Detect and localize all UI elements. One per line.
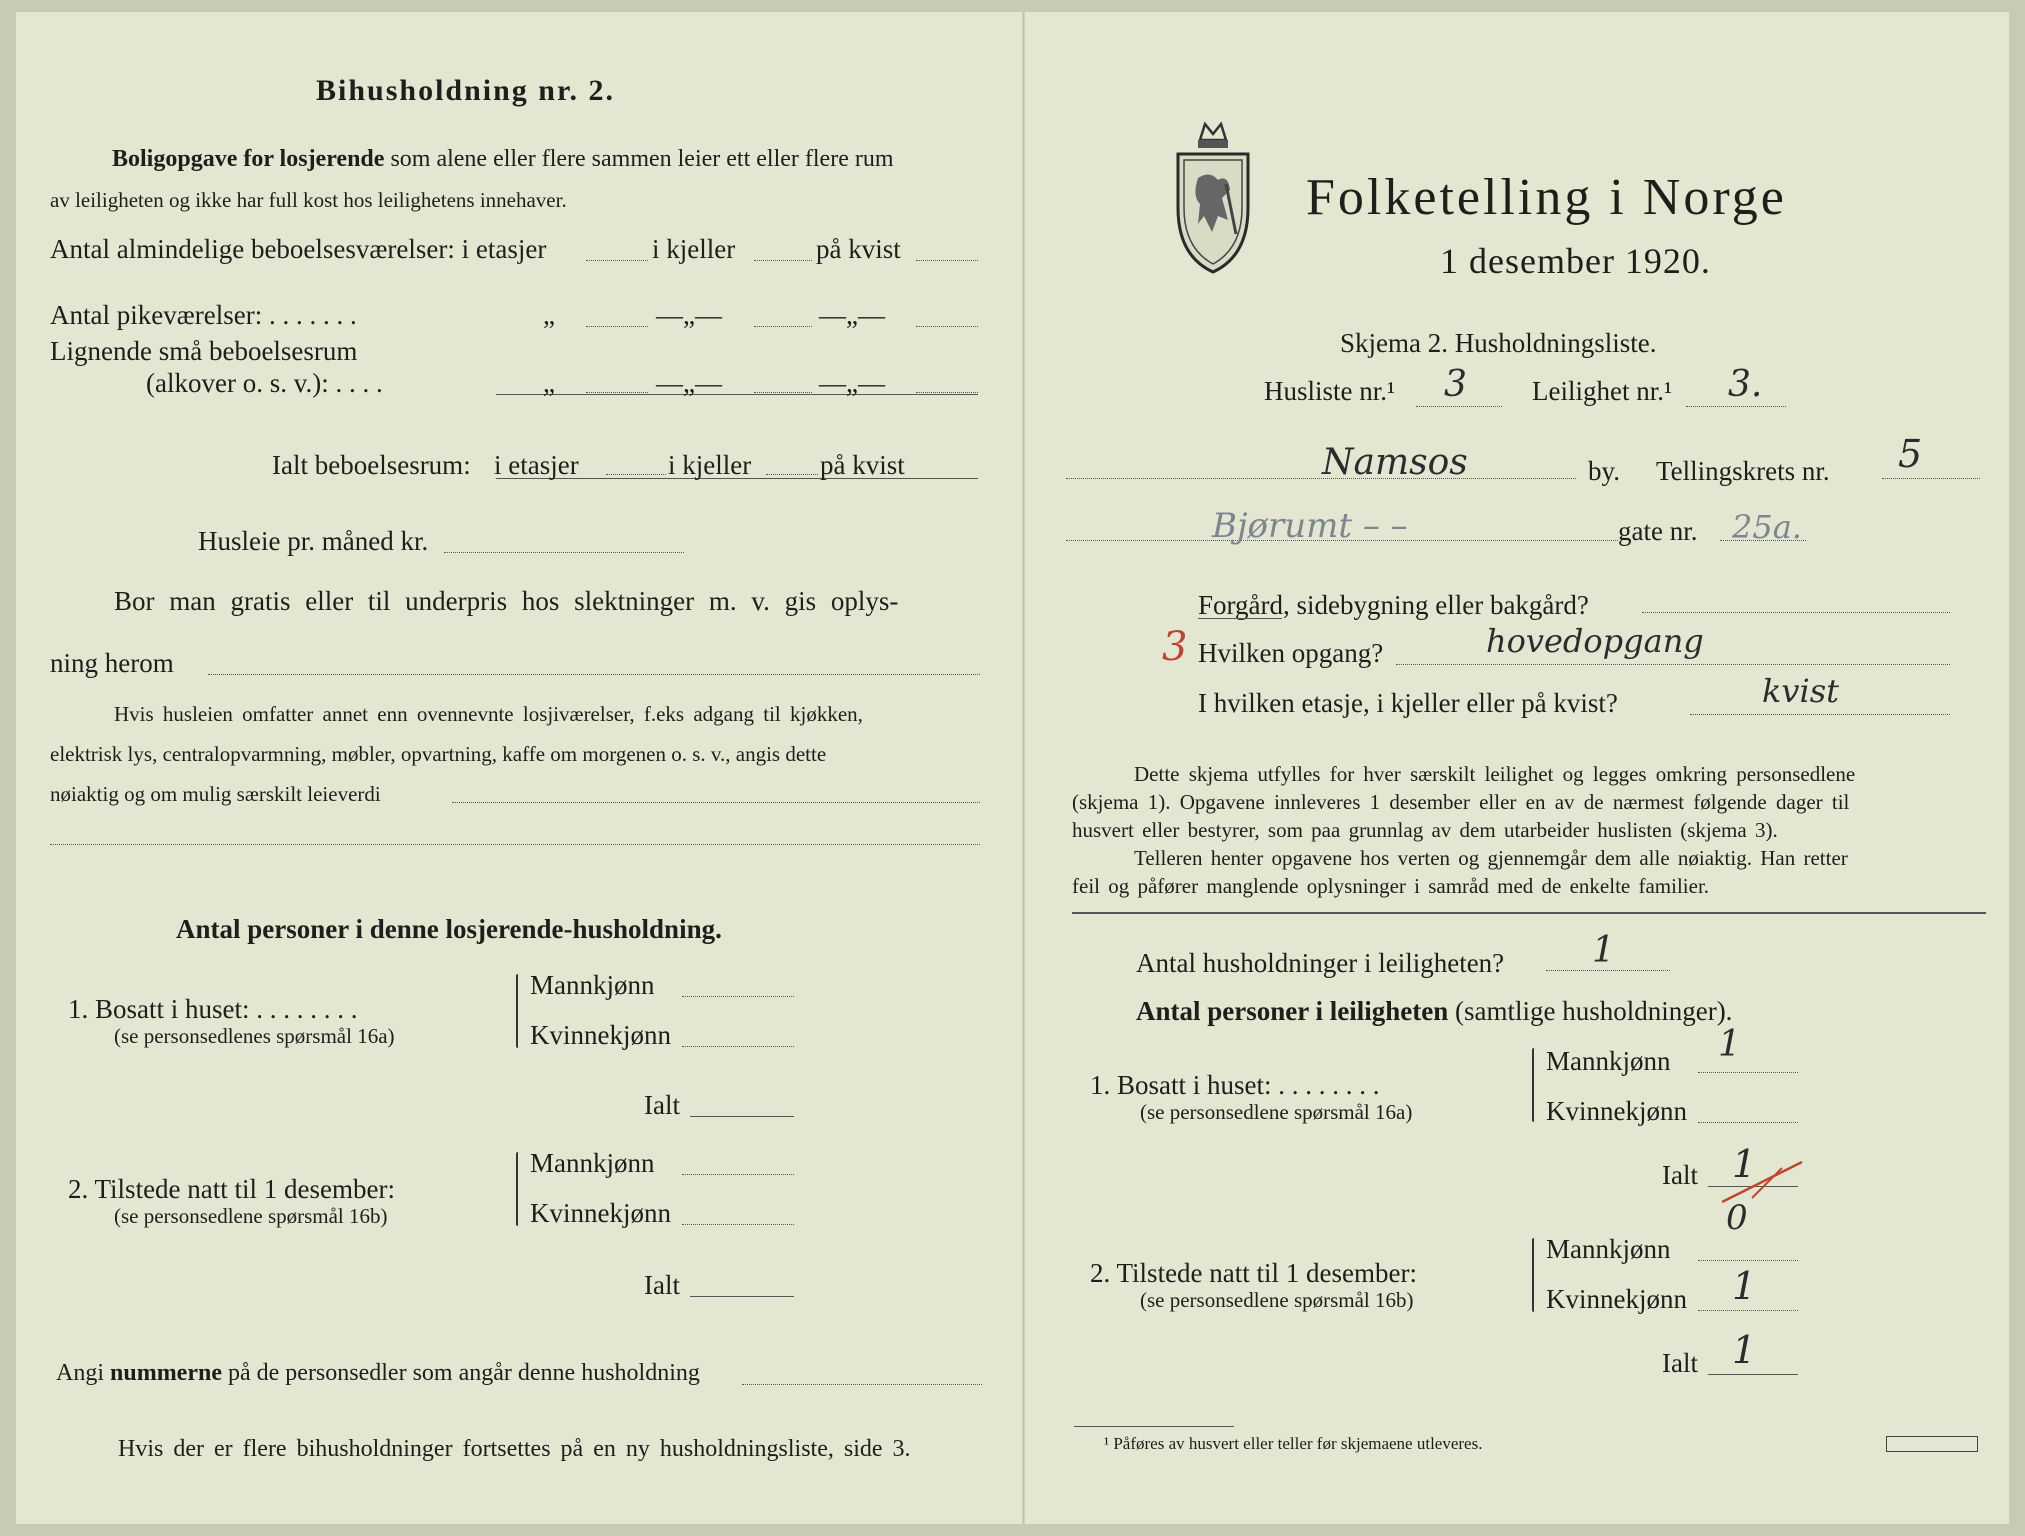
angi-pre: Angi xyxy=(56,1360,104,1386)
leieverdi-field[interactable] xyxy=(452,802,980,803)
angi-bold: nummerne xyxy=(110,1360,222,1386)
rooms-kjeller-label: i kjeller xyxy=(652,234,736,264)
rooms-label: Antal almindelige beboelsesværelser: i etasjer xyxy=(50,234,547,264)
by-value[interactable]: Namsos xyxy=(1322,442,1468,483)
right-q2-kvinne-value[interactable]: 1 xyxy=(1732,1264,1757,1308)
left-q2-kvinne-field[interactable] xyxy=(682,1224,794,1225)
right-q2-kvinne-field[interactable] xyxy=(1698,1310,1798,1311)
gate-label: gate nr. xyxy=(1618,516,1698,546)
husleie-label: Husleie pr. måned kr. xyxy=(198,526,429,556)
right-q2-ialt-label: Ialt xyxy=(1662,1348,1698,1378)
right-q2-label: 2. Tilstede natt til 1 desember: xyxy=(1090,1258,1417,1288)
lign-underline xyxy=(496,394,978,395)
forgaard-underline xyxy=(1198,618,1282,619)
etasje-field[interactable] xyxy=(1690,714,1950,715)
husleie-note-2: elektrisk lys, centralopvarmning, møbler, opvartning, kaffe om morgenen o. s. v., angis dette xyxy=(50,742,827,766)
right-q2-ialt-field[interactable] xyxy=(1708,1374,1798,1375)
printer-stamp xyxy=(1886,1436,1978,1452)
ialt-kjeller-label: i kjeller xyxy=(668,450,752,480)
gate-nr-value[interactable]: 25a. xyxy=(1732,508,1802,546)
rooms-kvist-field[interactable] xyxy=(916,260,978,261)
husliste-label: Husliste nr.¹ xyxy=(1264,376,1396,406)
footnote: ¹ Påføres av husvert eller teller før skjemaene utleveres. xyxy=(1104,1434,1483,1453)
etasje-label: I hvilken etasje, i kjeller eller på kvist? xyxy=(1198,688,1618,718)
forgaard-field[interactable] xyxy=(1642,612,1950,613)
census-date: 1 desember 1920. xyxy=(1440,241,1711,281)
rooms-kvist-label: på kvist xyxy=(816,234,901,264)
intro-rest: som alene eller flere sammen leier ett eller flere rum xyxy=(390,146,894,172)
leilighet-field[interactable] xyxy=(1686,406,1786,407)
left-q1-ialt-label: Ialt xyxy=(644,1090,680,1120)
gate-value[interactable]: Bjørumt – – xyxy=(1212,506,1408,546)
hush-value[interactable]: 1 xyxy=(1592,930,1615,971)
instr-5: feil og påfører manglende oplysninger i samråd med de enkelte familier. xyxy=(1072,874,1710,898)
pike-ditto: „ xyxy=(543,300,555,330)
skjema-label: Skjema 2. Husholdningsliste. xyxy=(1340,328,1657,358)
right-q1-kvinne-field[interactable] xyxy=(1698,1122,1798,1123)
gratis-text-1: Bor man gratis eller til underpris hos slektninger m. v. gis oplys- xyxy=(114,586,899,616)
left-q2-ialt-label: Ialt xyxy=(644,1270,680,1300)
lign-etasjer-field[interactable] xyxy=(586,392,648,393)
left-q1-kvinne-field[interactable] xyxy=(682,1046,794,1047)
lign-label-1: Lignende små beboelsesrum xyxy=(50,336,358,366)
tellingskrets-value[interactable]: 5 xyxy=(1898,432,1923,476)
right-q1-brace xyxy=(1532,1048,1534,1122)
lign-kjeller-field[interactable] xyxy=(754,392,812,393)
instr-2: (skjema 1). Opgavene innleveres 1 desember eller en av de nærmest følgende dager til xyxy=(1072,790,1850,814)
left-q2-mann-label: Mannkjønn xyxy=(530,1148,655,1178)
opgang-red-mark: 3 xyxy=(1162,624,1188,670)
right-q2-brace xyxy=(1532,1238,1534,1312)
instr-1: Dette skjema utfylles for hver særskilt leilighet og legges omkring personsedlene xyxy=(1134,762,1856,786)
left-q1-mann-field[interactable] xyxy=(682,996,794,997)
forgaard-label: Forgård, sidebygning eller bakgård? xyxy=(1198,590,1589,620)
left-q2-sub: (se personsedlene spørsmål 16b) xyxy=(114,1204,388,1228)
pike-ditto-2: —„— xyxy=(656,300,722,330)
extra-field[interactable] xyxy=(50,844,980,845)
right-persons-heading-bold: Antal personer i leiligheten xyxy=(1136,996,1449,1026)
left-q1-ialt-field[interactable] xyxy=(690,1116,794,1117)
right-q1-kvinne-label: Kvinnekjønn xyxy=(1546,1096,1687,1126)
left-q1-label: 1. Bosatt i huset: . . . . . . . . xyxy=(68,994,358,1024)
pike-label: Antal pikeværelser: . . . . . . . xyxy=(50,300,357,330)
angi-field[interactable] xyxy=(742,1384,982,1385)
left-q2-brace xyxy=(516,1152,518,1226)
left-title: Bihusholdning nr. 2. xyxy=(316,74,616,107)
rooms-etasjer-field[interactable] xyxy=(586,260,648,261)
instr-3: husvert eller bestyrer, som paa grunnlag av dem utarbeider huslisten (skjema 3). xyxy=(1072,818,1778,842)
right-q1-mann-field[interactable] xyxy=(1698,1072,1798,1073)
intro-bold: Boligopgave for losjerende xyxy=(112,146,385,172)
right-q2-kvinne-label: Kvinnekjønn xyxy=(1546,1284,1687,1314)
opgang-value[interactable]: hovedopgang xyxy=(1486,622,1704,660)
right-q2-mann-label: Mannkjønn xyxy=(1546,1234,1671,1264)
tellingskrets-field[interactable] xyxy=(1882,478,1980,479)
left-q2-label: 2. Tilstede natt til 1 desember: xyxy=(68,1174,395,1204)
lign-label-2: (alkover o. s. v.): . . . . xyxy=(146,368,383,398)
ialt-kvist-label: på kvist xyxy=(820,450,905,480)
leilighet-label: Leilighet nr.¹ xyxy=(1532,376,1673,406)
lign-ditto: „ xyxy=(543,368,555,398)
by-label: by. xyxy=(1588,456,1620,486)
instr-divider xyxy=(1072,912,1986,914)
right-q1-ialt-label: Ialt xyxy=(1662,1160,1698,1190)
husleie-field[interactable] xyxy=(444,552,684,553)
gratis-field[interactable] xyxy=(208,674,980,675)
pike-kjeller-field[interactable] xyxy=(754,326,812,327)
etasje-value[interactable]: kvist xyxy=(1762,672,1839,710)
hush-label: Antal husholdninger i leiligheten? xyxy=(1136,948,1505,978)
pike-ditto-3: —„— xyxy=(819,300,885,330)
left-q1-sub: (se personsedlenes spørsmål 16a) xyxy=(114,1024,395,1048)
instr-4: Telleren henter opgavene hos verten og gjennemgår dem alle nøiaktig. Han retter xyxy=(1134,846,1848,870)
right-q2-ialt-value[interactable]: 1 xyxy=(1732,1328,1757,1372)
right-title: Folketelling i Norge xyxy=(1306,169,1787,226)
left-q1-brace xyxy=(516,974,518,1048)
coat-of-arms-icon xyxy=(1170,116,1256,276)
right-q2-mann-field[interactable] xyxy=(1698,1260,1798,1261)
ialt-rooms-label: Ialt beboelsesrum: xyxy=(272,450,471,480)
tellingskrets-label: Tellingskrets nr. xyxy=(1656,456,1830,486)
right-persons-heading-rest: (samtlige husholdninger). xyxy=(1454,996,1733,1026)
intro-line-2: av leiligheten og ikke har full kost hos leilighetens innehaver. xyxy=(50,188,567,212)
left-q2-mann-field[interactable] xyxy=(682,1174,794,1175)
lign-ditto-2: —„— xyxy=(656,368,722,398)
left-q2-kvinne-label: Kvinnekjønn xyxy=(530,1198,671,1228)
pike-kvist-field[interactable] xyxy=(916,326,978,327)
right-q1-mann-label: Mannkjønn xyxy=(1546,1046,1671,1076)
footnote-divider xyxy=(1074,1426,1234,1427)
pike-etasjer-field[interactable] xyxy=(586,326,648,327)
rooms-kjeller-field[interactable] xyxy=(754,260,812,261)
by-field[interactable] xyxy=(1066,478,1576,479)
left-persons-heading: Antal personer i denne losjerende-husholdning. xyxy=(176,914,722,944)
right-q1-sub: (se personsedlene spørsmål 16a) xyxy=(1140,1100,1413,1124)
ialt-etasjer-field[interactable] xyxy=(606,474,666,475)
ialt-etasjer-label: i etasjer xyxy=(494,450,579,480)
gratis-text-2: ning herom xyxy=(50,648,174,678)
lign-ditto-3: —„— xyxy=(819,368,885,398)
husliste-field[interactable] xyxy=(1416,406,1502,407)
opgang-label: Hvilken opgang? xyxy=(1198,638,1384,668)
ialt-kjeller-field[interactable] xyxy=(766,474,818,475)
left-q1-kvinne-label: Kvinnekjønn xyxy=(530,1020,671,1050)
right-q1-ialt-value[interactable]: 1 xyxy=(1732,1142,1757,1186)
left-q1-mann-label: Mannkjønn xyxy=(530,970,655,1000)
right-q2-sub: (se personsedlene spørsmål 16b) xyxy=(1140,1288,1414,1312)
leilighet-value[interactable]: 3. xyxy=(1728,364,1763,405)
angi-rest: på de personsedler som angår denne husholdning xyxy=(227,1360,700,1386)
census-sheet xyxy=(16,12,2009,1524)
husleie-note-1: Hvis husleien omfatter annet enn ovennevnte losjiværelser, f.eks adgang til kjøkken, xyxy=(114,702,863,726)
husliste-value[interactable]: 3 xyxy=(1444,364,1467,405)
right-q1-ialt-correction[interactable]: 0 xyxy=(1726,1198,1748,1238)
husleie-note-3: nøiaktig og om mulig særskilt leieverdi xyxy=(50,782,381,806)
left-q2-ialt-field[interactable] xyxy=(690,1296,794,1297)
right-q1-label: 1. Bosatt i huset: . . . . . . . . xyxy=(1090,1070,1380,1100)
right-q1-mann-value[interactable]: 1 xyxy=(1718,1024,1741,1065)
opgang-field[interactable] xyxy=(1396,664,1950,665)
left-footer: Hvis der er flere bihusholdninger fortsettes på en ny husholdningsliste, side 3. xyxy=(118,1436,911,1462)
lign-kvist-field[interactable] xyxy=(916,392,978,393)
